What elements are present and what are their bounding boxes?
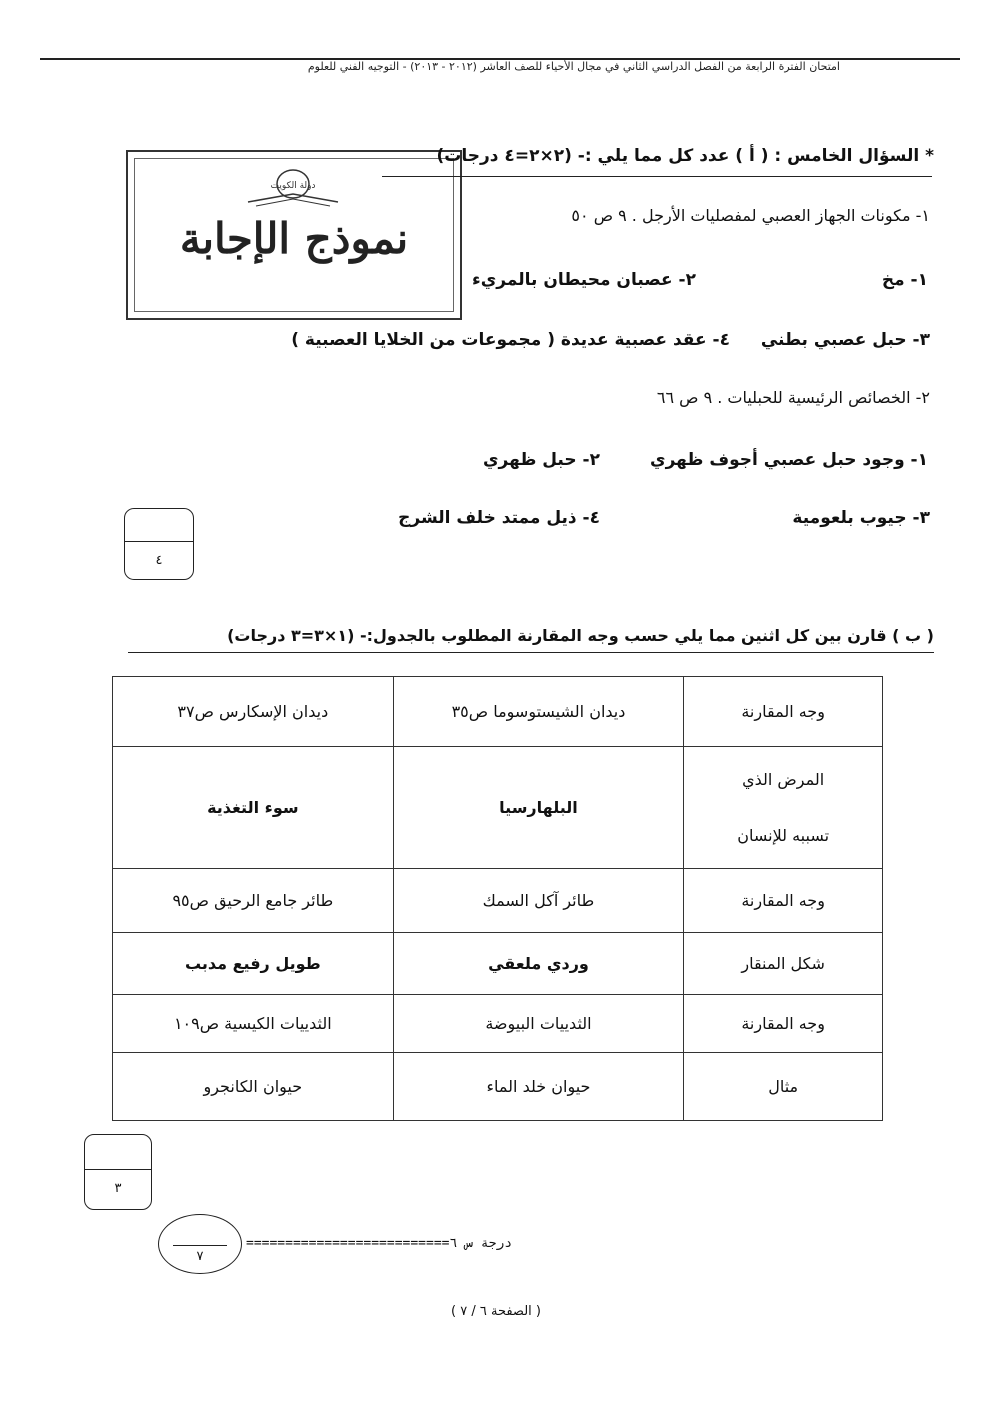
table-cell: مثال <box>684 1053 883 1121</box>
score-box-divider <box>125 541 193 542</box>
title-underline <box>382 176 932 177</box>
stamp-text: نموذج الإجابة <box>179 214 409 263</box>
score-box-a <box>124 508 194 580</box>
q1-answer-3: ٣- حبل عصبي بطني <box>760 330 930 350</box>
table-row <box>113 933 883 995</box>
score-box-divider <box>85 1169 151 1170</box>
q1-answer-4: ٤- عقد عصبية عديدة ( مجموعات من الخلايا العصبية ) <box>291 330 730 350</box>
q1-answer-2: ٢- عصبان محيطان بالمريء <box>472 270 696 290</box>
comparison-table <box>112 676 883 1121</box>
q2-answer-3: ٣- جيوب بلعومية <box>792 508 930 528</box>
table-cell: طائر آكل السمك <box>393 869 684 933</box>
q2-text: ٢- الخصائص الرئيسية للحبليات . ٩ ص ٦٦ <box>656 388 930 407</box>
table-cell: الثدييات البيوضة <box>393 995 684 1053</box>
table-row <box>113 1053 883 1121</box>
total-score-value: ٧ <box>196 1249 204 1264</box>
fraction-bar <box>173 1245 227 1246</box>
table-cell: حيوان خلد الماء <box>393 1053 684 1121</box>
table-row <box>113 677 883 747</box>
stamp-small-text: دولة الكويت <box>270 181 316 191</box>
table-cell: طائر جامع الرحيق ص٩٥ <box>113 869 394 933</box>
table-cell: البلهارسيا <box>393 747 684 869</box>
table-cell: حيوان الكانجرو <box>113 1053 394 1121</box>
total-label: ==========================درجة س ٦ <box>246 1236 513 1251</box>
table-cell: طويل رفيع مدبب <box>113 933 394 995</box>
table-cell: ديدان الشيستوسوما ص٣٥ <box>393 677 684 747</box>
table-cell: شكل المنقار <box>684 933 883 995</box>
score-b-value: ٣ <box>114 1181 122 1196</box>
score-a-value: ٤ <box>155 553 163 568</box>
q2-answer-4: ٤- ذيل ممتد خلف الشرج <box>398 508 600 528</box>
table-row <box>113 869 883 933</box>
q2-answer-2: ٢- حبل ظهري <box>482 450 600 470</box>
table-cell: وجه المقارنة <box>684 677 883 747</box>
question-title: * السؤال الخامس : ( أ ) عدد كل مما يلي :- (٢×٢=٤ درجات) <box>436 146 934 166</box>
cell-text: المرض الذي تسببه للإنسان <box>737 769 830 845</box>
table-cell: ديدان الإسكارس ص٣٧ <box>113 677 394 747</box>
score-box-b <box>84 1134 152 1210</box>
q1-answer-1: ١- مخ <box>881 270 928 290</box>
table-cell: الثدييات الكيسية ص١٠٩ <box>113 995 394 1053</box>
emblem-icon <box>238 164 348 210</box>
partb-underline <box>128 652 934 653</box>
total-score-circle <box>158 1214 242 1274</box>
q1-text: ١- مكونات الجهاز العصبي لمفصليات الأرجل . ٩ ص ٥٠ <box>571 206 930 225</box>
table-row <box>113 747 883 869</box>
table-cell <box>684 747 883 869</box>
header-text: امتحان الفترة الرابعة من الفصل الدراسي الثاني في مجال الأحياء للصف العاشر (٢٠١٢ - ٢٠١٣) - التوجيه الفني للعلوم <box>307 60 840 73</box>
page-number: ( الصفحة ٦ / ٧ ) <box>451 1304 541 1319</box>
table-cell: سوء التغذية <box>113 747 394 869</box>
q2-answer-1: ١- وجود حبل عصبي أجوف ظهري <box>650 450 928 470</box>
table-cell: وجه المقارنة <box>684 995 883 1053</box>
partb-title: ( ب ) قارن بين كل اثنين مما يلي حسب وجه المقارنة المطلوب بالجدول:- (١×٣=٣ درجات) <box>227 626 934 645</box>
table-cell: وردي ملعقي <box>393 933 684 995</box>
table-cell: وجه المقارنة <box>684 869 883 933</box>
table-row <box>113 995 883 1053</box>
